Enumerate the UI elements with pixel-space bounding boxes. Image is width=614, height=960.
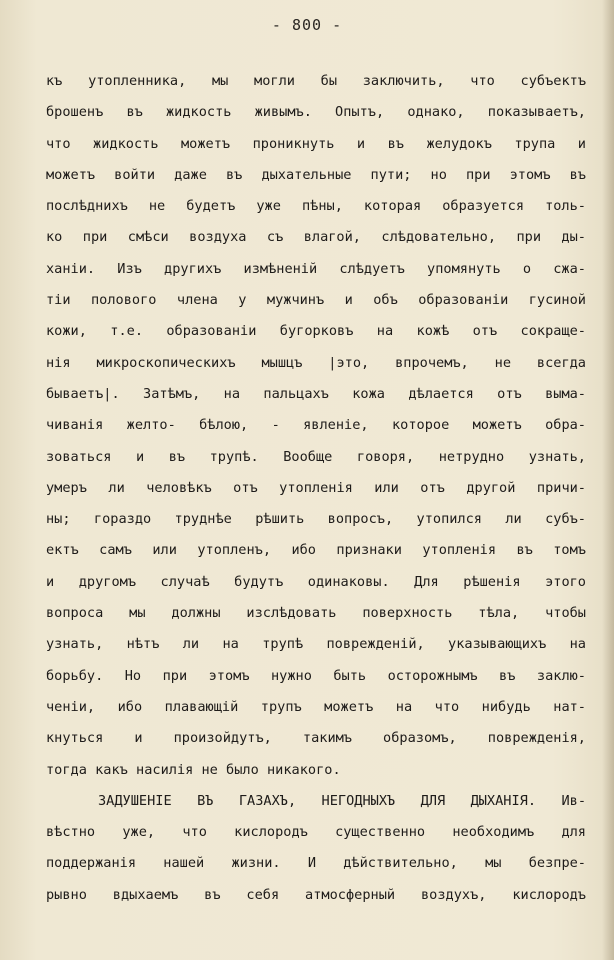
- text-line: ко при смѣси воздуха съ влагой, слѣдовательно, при ды-: [46, 229, 586, 246]
- text-line: поддержанія нашей жизни. И дѣйствительно, мы безпре-: [46, 855, 586, 872]
- text-line: и другомъ случаѣ будутъ одинаковы. Для рѣшенія этого: [46, 573, 586, 590]
- text-line: ченіи, ибо плавающій трупъ можетъ на что нибудь нат-: [46, 698, 586, 715]
- text-line: вѣстно уже, что кислородъ существенно необходимъ для: [46, 824, 586, 841]
- text-line: можетъ войти даже въ дыхательные пути; но при этомъ въ: [46, 166, 586, 183]
- text-line: рывно вдыхаемъ въ себя атмосферный воздухъ, кислородъ: [46, 886, 586, 903]
- text-line: послѣднихъ не будетъ уже пѣны, которая образуется толь-: [46, 198, 586, 215]
- text-line: борьбу. Но при этомъ нужно быть осторожнымъ въ заклю-: [46, 667, 586, 684]
- page-edge-shadow: [602, 0, 614, 960]
- text-line: чиванія желто- бѣлою, - явленіе, которое можетъ обра-: [46, 417, 586, 434]
- text-line: бываетъ|. Затѣмъ, на пальцахъ кожа дѣлается отъ выма-: [46, 385, 586, 402]
- body-text: [46, 66, 586, 911]
- text-line: вопроса мы должны изслѣдовать поверхность тѣла, чтобы: [46, 605, 586, 622]
- text-line: ектъ самъ или утопленъ, ибо признаки утопленія въ томъ: [46, 542, 586, 559]
- text-line: къ утопленника, мы могли бы заключить, что субъектъ: [46, 73, 586, 89]
- text-line: кнуться и произойдутъ, такимъ образомъ, поврежденія,: [46, 730, 586, 747]
- page-number: - 800 -: [271, 16, 343, 34]
- text-line: что жидкость можетъ проникнуть и въ желудокъ трупа и: [46, 135, 586, 152]
- text-line: ханіи. Изъ другихъ измѣненій слѣдуетъ упомянуть о сжа-: [46, 260, 586, 277]
- text-line: тогда какъ насилія не было никакого.: [46, 761, 341, 778]
- section-heading-line: ЗАДУШЕНІЕ ВЪ ГАЗАХЪ, НЕГОДНЫХЪ ДЛЯ ДЫХАНІЯ. Ив-: [98, 792, 586, 809]
- text-line: кожи, т.е. образованіи бугорковъ на кожѣ отъ сокраще-: [46, 323, 586, 340]
- text-line: ны; гораздо труднѣе рѣшить вопросъ, утопился ли субъ-: [46, 511, 586, 528]
- text-line: брошенъ въ жидкость живымъ. Опытъ, однако, показываетъ,: [46, 104, 586, 121]
- text-line: тіи полового члена у мужчинъ и объ образованіи гусиной: [46, 292, 586, 309]
- text-line: умеръ ли человѣкъ отъ утопленія или отъ другой причи-: [46, 479, 586, 496]
- text-line: зоваться и въ трупѣ. Вообще говоря, нетрудно узнать,: [46, 448, 586, 465]
- text-line: нія микроскопическихъ мышцъ |это, впрочемъ, не всегда: [46, 354, 586, 371]
- text-line: узнать, нѣтъ ли на трупѣ повреждeній, указывающихъ на: [46, 636, 586, 653]
